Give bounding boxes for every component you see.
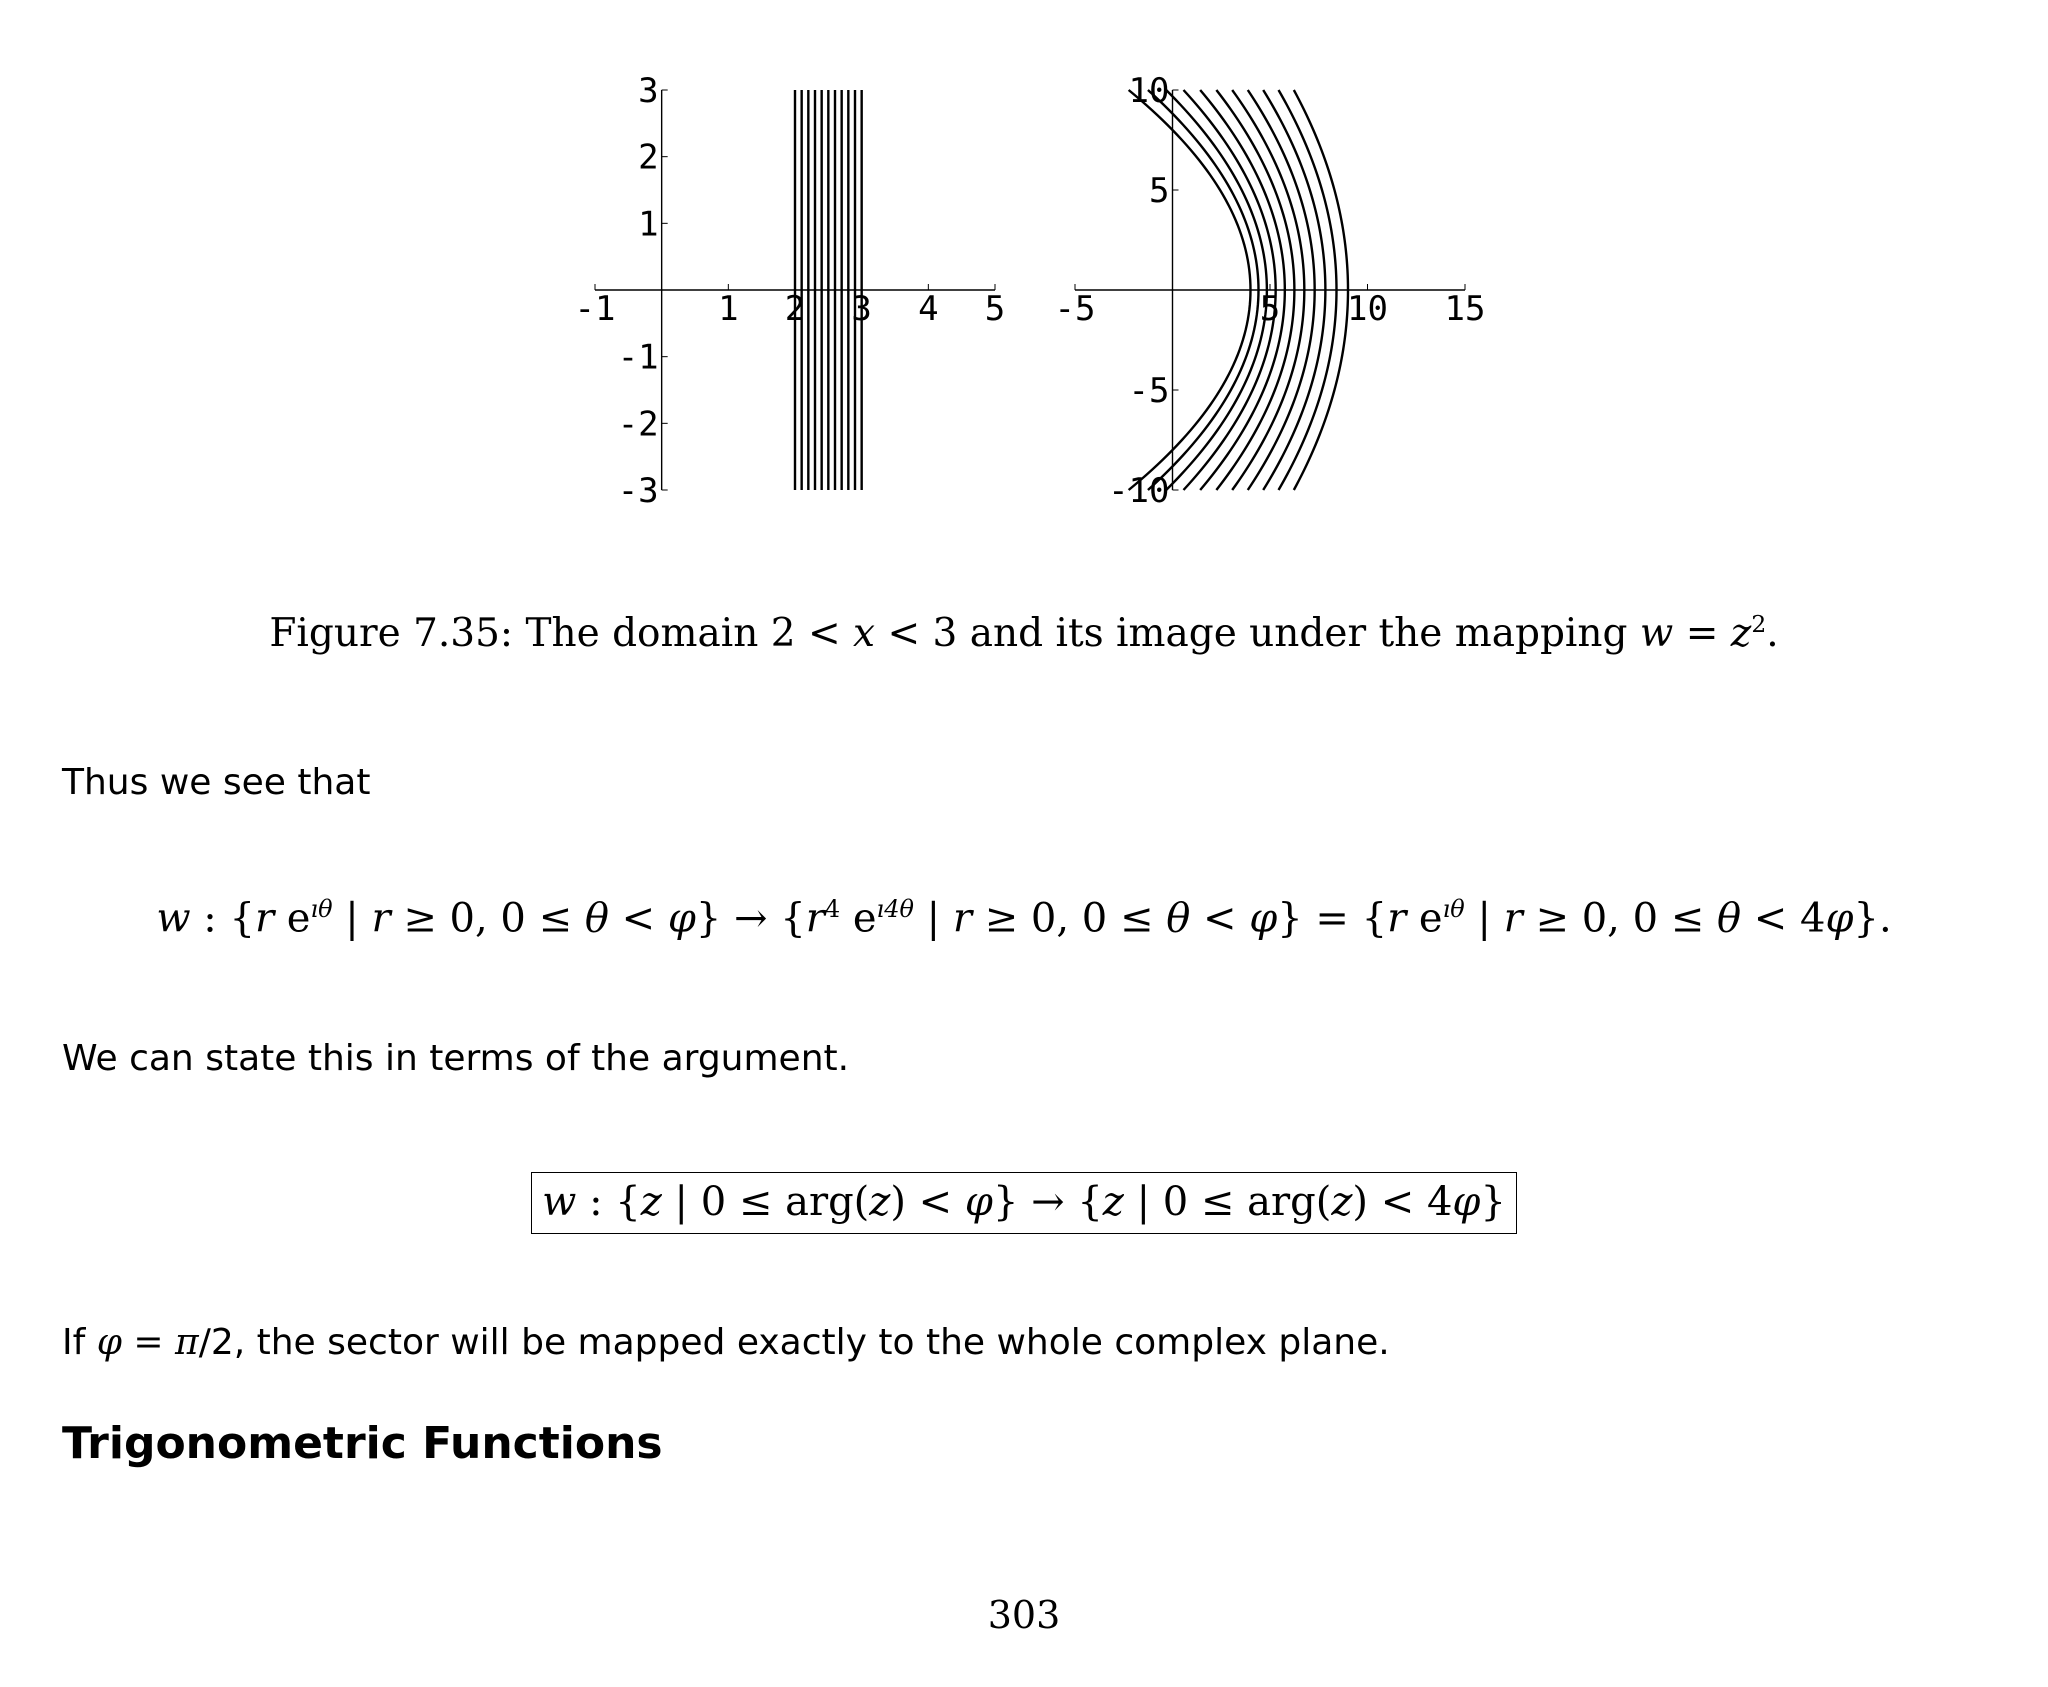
eq2-z: z	[640, 1179, 662, 1225]
figure-caption	[0, 610, 2048, 656]
eq2-seg: : {	[576, 1179, 641, 1225]
image-plot-x-tick-label: 15	[1444, 289, 1486, 329]
caption-text-3: =	[1685, 611, 1719, 656]
caption-exp: 2	[1751, 610, 1767, 638]
p3-phi: φ	[96, 1322, 122, 1363]
eq2-end: }	[1480, 1179, 1506, 1225]
eq2-lt2: ) < 4	[1352, 1179, 1453, 1225]
image-plot-y-tick-label: -5	[1128, 371, 1170, 411]
domain-plot-x-tick-label: 3	[851, 289, 872, 329]
image-plot-x-tick-label: 10	[1347, 289, 1388, 329]
domain-plot-y-tick-label: 3	[638, 71, 659, 111]
eq1-r6: r	[1503, 895, 1523, 942]
eq1-phi3: φ	[1825, 895, 1854, 942]
domain-plot-x-tick-label: 5	[984, 289, 1006, 329]
image-plot-svg	[1040, 70, 1520, 510]
eq1-exp: ıθ	[310, 895, 333, 923]
domain-plot-y-tick-label: -1	[617, 337, 659, 378]
eq1-cond3: ≥ 0, 0 ≤	[1522, 895, 1717, 942]
image-plot-y-tick-label: 5	[1149, 171, 1170, 211]
domain-plot-x-tick-label: -1	[574, 289, 616, 329]
eq1-lt: <	[608, 895, 668, 942]
eq1-seg: : {	[190, 895, 255, 942]
caption-var-x: x	[853, 611, 876, 656]
eq2-phi2: φ	[1452, 1179, 1481, 1225]
domain-plot-x-tick-label: 1	[718, 289, 739, 329]
eq1-r4: r	[952, 895, 972, 942]
eq2-phi: φ	[964, 1179, 993, 1225]
equation-box	[531, 1172, 1517, 1234]
eq1-phi: φ	[667, 895, 696, 942]
eq1-cond2: ≥ 0, 0 ≤	[971, 895, 1167, 942]
p3-pi: π	[175, 1322, 199, 1363]
eq1-bar: |	[332, 895, 372, 942]
eq1-r3: r	[805, 895, 825, 942]
image-plot-x-tick-label: 5	[1259, 289, 1281, 329]
domain-plot-y-tick-label: -2	[617, 404, 659, 445]
section-heading: Trigonometric Functions	[62, 1418, 663, 1469]
equation-mapping-polar	[0, 895, 2048, 941]
domain-plot-x-tick-label: 4	[918, 289, 939, 329]
eq1-lt3: < 4	[1741, 895, 1826, 942]
image-plot-y-tick-label: 10	[1128, 71, 1170, 111]
eq2-arrow: } → {	[992, 1179, 1103, 1225]
paragraph-sector	[62, 1322, 1390, 1363]
p3-if: If	[62, 1322, 97, 1363]
eq1-eq: } = {	[1277, 895, 1388, 942]
domain-plot-y-tick-label: 1	[638, 204, 659, 245]
image-plot-y-tick-label: -10	[1108, 471, 1170, 511]
eq2-z3: z	[1102, 1179, 1124, 1225]
page-number: 303	[987, 1593, 1061, 1637]
caption-var-z: z	[1730, 611, 1752, 656]
eq1-theta2: θ	[1166, 895, 1191, 942]
eq1-theta: θ	[584, 895, 609, 942]
eq2-lt: ) <	[890, 1179, 965, 1225]
eq1-end: }.	[1853, 895, 1892, 942]
p3-eq: =	[121, 1322, 176, 1363]
figure-image-plot	[1040, 70, 1520, 510]
eq1-lt2: <	[1190, 895, 1250, 942]
eq1-w: w	[156, 895, 191, 942]
eq1-r: r	[254, 895, 275, 942]
caption-text-2: < 3 and its image under the mapping	[887, 611, 1628, 656]
paragraph-argument: We can state this in terms of the argument.	[62, 1038, 850, 1079]
caption-text-1: The domain 2 <	[525, 611, 841, 656]
eq1-cond: ≥ 0, 0 ≤	[390, 895, 585, 942]
eq1-exp2: ı4θ	[876, 895, 914, 923]
domain-plot-svg	[550, 70, 1010, 510]
caption-label: Figure 7.35:	[269, 611, 514, 656]
caption-var-w: w	[1639, 611, 1674, 656]
eq2-w: w	[542, 1179, 577, 1225]
eq2-z2: z	[869, 1179, 891, 1225]
domain-plot-y-tick-label: 2	[638, 137, 659, 178]
eq1-bar2: |	[913, 895, 953, 942]
figure-domain-plot	[550, 70, 1010, 510]
image-plot-x-tick-label: -5	[1054, 289, 1096, 329]
eq1-bar3: |	[1464, 895, 1504, 942]
eq2-arg: | 0 ≤ arg(	[661, 1179, 870, 1225]
eq1-arrow: } → {	[695, 895, 806, 942]
eq1-phi2: φ	[1249, 895, 1278, 942]
eq1-e3: e	[1406, 895, 1443, 942]
domain-plot-x-tick-label: 2	[784, 289, 806, 329]
eq1-e2: e	[840, 895, 877, 942]
p3-rest: /2, the sector will be mapped exactly to the whole complex plane.	[198, 1322, 1390, 1363]
eq1-r5: r	[1387, 895, 1407, 942]
eq1-e: e	[274, 895, 311, 942]
equation-mapping-arg	[0, 1172, 2048, 1234]
eq1-r2: r	[371, 895, 391, 942]
eq2-z4: z	[1331, 1179, 1353, 1225]
caption-end: .	[1766, 611, 1779, 656]
domain-plot-y-tick-label: -3	[617, 471, 659, 511]
eq2-arg2: | 0 ≤ arg(	[1123, 1179, 1332, 1225]
eq1-pow4: 4	[824, 895, 841, 923]
eq1-theta3: θ	[1716, 895, 1742, 942]
eq1-exp3: ıθ	[1442, 895, 1465, 923]
paragraph-thus: Thus we see that	[62, 762, 371, 803]
